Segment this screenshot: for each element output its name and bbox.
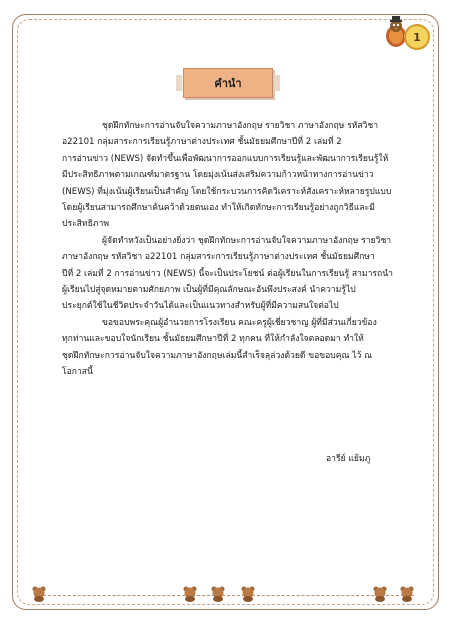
text-line: ชุดฝึกทักษะการอ่านจับใจความภาษาอังกฤษเล่มนี้สำเร็จลุล่วงด้วยดี ขอขอบคุณ ไว้ ณ <box>62 350 373 361</box>
bear-icon <box>211 586 225 602</box>
text-line: ภาษาอังกฤษ รหัสวิชา อ22101 กลุ่มสาระการเรียนรู้ภาษาต่างประเทศ ชั้นมัธยมศึกษา <box>62 252 375 263</box>
text-line: อ22101 กลุ่มสาระการเรียนรู้ภาษาต่างประเทศ ชั้นมัธยมศึกษาปีที่ 2 เล่มที่ 2 <box>62 137 342 148</box>
paragraph-3 <box>62 315 404 381</box>
page-number-badge <box>404 24 430 50</box>
author-signature: อารีย์ แย้มภู <box>326 454 371 464</box>
footer-divider <box>38 595 414 596</box>
bear-icon <box>241 586 255 602</box>
text-line: ทุกท่านและขอบใจนักเรียน ชั้นมัธยมศึกษาปีที่ 2 ทุกคน ที่ให้กำลังใจตลอดมา ทำให้ <box>62 334 364 345</box>
preface-body <box>62 118 404 381</box>
bear-icon <box>183 586 197 602</box>
page-title: คำนำ <box>214 77 242 90</box>
title-box <box>183 68 273 98</box>
bear-icon <box>32 586 46 602</box>
text-line: ผู้เรียนไปสู่จุดหมายตามศักยภาพ เป็นผู้ที่มีคุณลักษณะอันพึงประสงค์ นำความรู้ไป <box>62 285 356 296</box>
title-box-tab-left <box>176 75 182 91</box>
text-line: โอกาสนี้ <box>62 367 93 378</box>
text-line: ผู้จัดทำหวังเป็นอย่างยิ่งว่า ชุดฝึกทักษะการอ่านจับใจความภาษาอังกฤษ รายวิชา <box>102 235 392 246</box>
text-line: (NEWS) ที่มุ่งเน้นผู้เรียนเป็นสำคัญ โดยใช้กระบวนการคิดวิเคราะห์สังเคราะห์หลายรูปแบบ <box>62 186 392 197</box>
text-line: การอ่านข่าว (NEWS) จัดทำขึ้นเพื่อพัฒนาการออกแบบการเรียนรู้และพัฒนาการเรียนรู้ให้ <box>62 153 389 164</box>
page-number: 1 <box>413 30 421 44</box>
text-line: ประสิทธิภาพ <box>62 219 109 230</box>
text-line: ประยุกต์ใช้ในชีวิตประจำวันได้และเป็นแนวทางสำหรับผู้ที่มีความสนใจต่อไป <box>62 301 339 312</box>
title-box-tab-right <box>274 75 280 91</box>
text-line: ชุดฝึกทักษะการอ่านจับใจความภาษาอังกฤษ รายวิชา ภาษาอังกฤษ รหัสวิชา <box>102 121 379 131</box>
bear-icon <box>400 586 414 602</box>
text-line: ขอขอบพระคุณผู้อำนวยการโรงเรียน คณะครูผู้เชี่ยวชาญ ผู้ที่มีส่วนเกี่ยวข้อง <box>102 317 377 328</box>
paragraph-2 <box>62 233 404 315</box>
text-line: ปีที่ 2 เล่มที่ 2 การอ่านข่าว (NEWS) นี้จะเป็นประโยชน์ ต่อผู้เรียนในการเรียนรู้ สามารถนำ <box>62 268 393 279</box>
paragraph-1 <box>62 118 404 233</box>
bear-icon <box>373 586 387 602</box>
text-line: โดยผู้เรียนสามารถศึกษาค้นคว้าด้วยตนเอง ทำให้เกิดทักษะการเรียนรู้อย่างถูกวิธีและมี <box>62 203 375 214</box>
text-line: มีประสิทธิภาพตามเกณฑ์มาตรฐาน โดยมุ่งเน้นส่งเสริมความก้าวหน้าทางการอ่านข่าว <box>62 170 374 181</box>
